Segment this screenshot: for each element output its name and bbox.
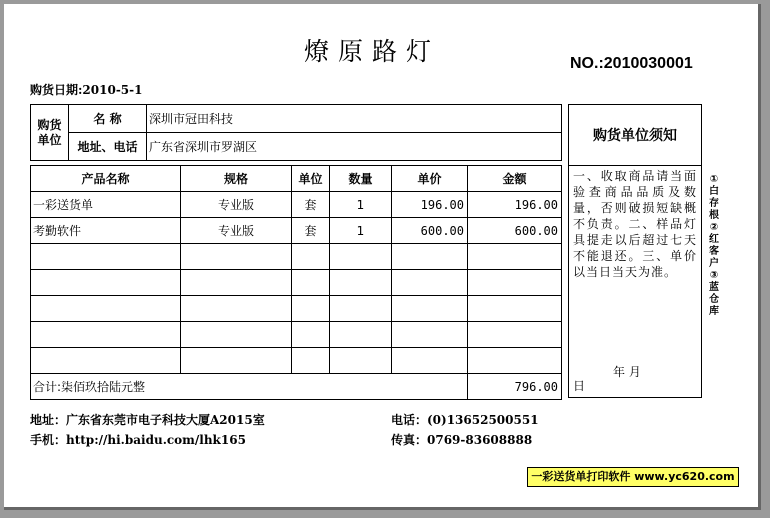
footer-address: 地址：广东省东莞市电子科技大厦A2015室 xyxy=(30,413,265,427)
buyer-address-label: 地址、电话 xyxy=(69,133,147,161)
cell-product: 考勤软件 xyxy=(31,218,181,244)
table-row xyxy=(31,244,562,270)
cell-quantity xyxy=(330,322,392,348)
cell-unit xyxy=(292,244,330,270)
cell-amount xyxy=(468,296,562,322)
notice-heading: 购货单位须知 xyxy=(569,105,701,166)
footer-fax: 传真：0769-83608888 xyxy=(391,433,533,447)
col-unit-price: 单价 xyxy=(392,166,468,192)
table-header-row xyxy=(31,166,562,192)
cell-spec: 专业版 xyxy=(181,192,292,218)
cell-unit xyxy=(292,348,330,374)
cell-unit-price: 600.00 xyxy=(392,218,468,244)
cell-quantity xyxy=(330,296,392,322)
table-row xyxy=(31,270,562,296)
cell-unit: 套 xyxy=(292,192,330,218)
cell-quantity xyxy=(330,270,392,296)
notice-day: 日 xyxy=(573,379,586,393)
page-title: 燎原路灯 xyxy=(304,37,441,66)
buyer-section-label: 购货单位 xyxy=(31,105,69,161)
copy-distribution-label: ①白存根②红客户③蓝仓库 xyxy=(709,174,719,317)
footer-mobile: 手机：http://hi.baidu.com/lhk165 xyxy=(30,433,246,447)
cell-spec xyxy=(181,322,292,348)
notice-body: 一、收取商品请当面验查商品品质及数量，否则破损短缺概不负责。二、样品灯具提走以后超过七天不能退还。三、单价以当日当天为准。 xyxy=(573,169,697,279)
purchase-date: 购货日期:2010-5-1 xyxy=(30,83,143,97)
buyer-name-label: 名 称 xyxy=(69,105,147,133)
col-quantity: 数量 xyxy=(330,166,392,192)
cell-product xyxy=(31,322,181,348)
table-row xyxy=(31,348,562,374)
col-unit: 单位 xyxy=(292,166,330,192)
cell-unit: 套 xyxy=(292,218,330,244)
cell-product xyxy=(31,296,181,322)
table-row xyxy=(31,296,562,322)
cell-amount: 196.00 xyxy=(468,192,562,218)
cell-quantity: 1 xyxy=(330,192,392,218)
total-row xyxy=(31,374,562,400)
notice-year-month: 年 月 xyxy=(613,365,641,379)
footer-phone: 电话：(0)13652500551 xyxy=(391,413,539,427)
cell-unit-price xyxy=(392,348,468,374)
total-label: 合计:柒佰玖拾陆元整 xyxy=(31,374,468,400)
cell-unit-price: 196.00 xyxy=(392,192,468,218)
cell-quantity xyxy=(330,244,392,270)
cell-amount: 600.00 xyxy=(468,218,562,244)
cell-unit-price xyxy=(392,270,468,296)
cell-amount xyxy=(468,244,562,270)
invoice-sheet xyxy=(4,4,761,510)
cell-product xyxy=(31,348,181,374)
buyer-address-value: 广东省深圳市罗湖区 xyxy=(147,133,562,161)
cell-spec xyxy=(181,244,292,270)
col-amount: 金额 xyxy=(468,166,562,192)
cell-product xyxy=(31,270,181,296)
cell-amount xyxy=(468,270,562,296)
cell-amount xyxy=(468,322,562,348)
cell-spec xyxy=(181,296,292,322)
buyer-info-table xyxy=(30,104,562,161)
cell-unit-price xyxy=(392,244,468,270)
table-row xyxy=(31,192,562,218)
notice-box xyxy=(568,104,702,398)
table-row xyxy=(31,322,562,348)
cell-unit-price xyxy=(392,322,468,348)
cell-unit-price xyxy=(392,296,468,322)
promo-link[interactable]: 一彩送货单打印软件 www.yc620.com xyxy=(527,467,739,487)
items-table xyxy=(30,165,562,400)
col-spec: 规格 xyxy=(181,166,292,192)
cell-unit xyxy=(292,296,330,322)
col-product-name: 产品名称 xyxy=(31,166,181,192)
total-amount: 796.00 xyxy=(468,374,562,400)
cell-product xyxy=(31,244,181,270)
cell-unit xyxy=(292,270,330,296)
cell-spec xyxy=(181,348,292,374)
cell-spec: 专业版 xyxy=(181,218,292,244)
cell-unit xyxy=(292,322,330,348)
cell-product: 一彩送货单 xyxy=(31,192,181,218)
buyer-name-value: 深圳市冠田科技 xyxy=(147,105,562,133)
document-number: NO.:2010030001 xyxy=(570,55,693,72)
table-row xyxy=(31,218,562,244)
cell-quantity xyxy=(330,348,392,374)
cell-quantity: 1 xyxy=(330,218,392,244)
cell-spec xyxy=(181,270,292,296)
cell-amount xyxy=(468,348,562,374)
